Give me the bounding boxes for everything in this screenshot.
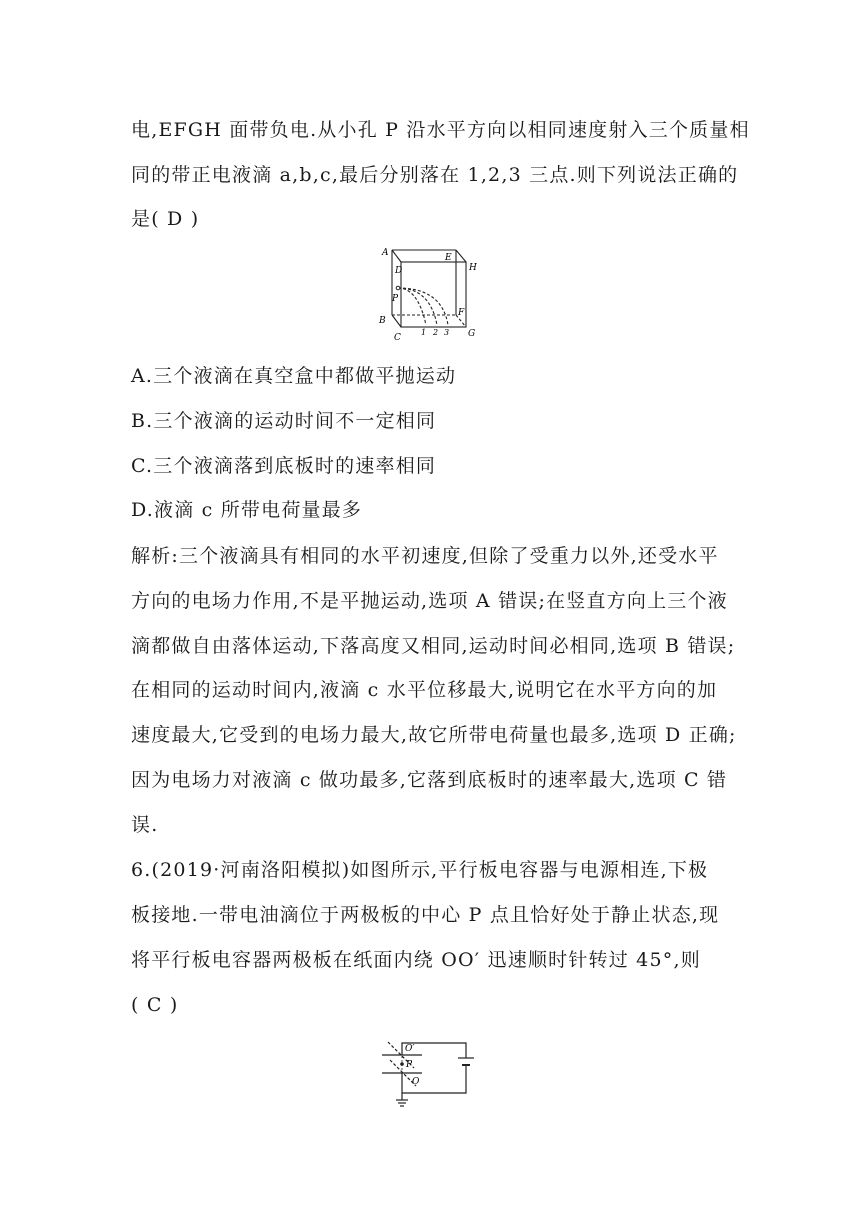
- analysis-line-4: 在相同的运动时间内,液滴 c 水平位移最大,说明它在水平方向的加: [131, 679, 718, 701]
- option-d: D.液滴 c 所带电荷量最多: [131, 499, 363, 521]
- box-label-f: F: [458, 308, 465, 318]
- option-b: B.三个液滴的运动时间不一定相同: [131, 410, 437, 432]
- landing-point-1: 1: [421, 328, 427, 337]
- question6-stem-line-1: 6.(2019·河南洛阳模拟)如图所示,平行板电容器与电源相连,下极: [131, 859, 709, 881]
- question6-stem-line-2: 板接地.一带电油滴位于两极板的中心 P 点且恰好处于静止状态,现: [131, 904, 720, 926]
- question5-stem-line-1: 电,EFGH 面带负电.从小孔 P 沿水平方向以相同速度射入三个质量相: [131, 119, 750, 141]
- circuit-label-o: O: [412, 1077, 420, 1087]
- analysis-line-6: 因为电场力对液滴 c 做功最多,它落到底板时的速率最大,选项 C 错: [131, 769, 728, 791]
- option-a: A.三个液滴在真空盒中都做平抛运动: [131, 365, 457, 387]
- vacuum-box-figure: [376, 244, 480, 346]
- analysis-line-3: 滴都做自由落体运动,下落高度又相同,运动时间必相同,选项 B 错误;: [131, 635, 736, 657]
- landing-point-2: 2: [433, 328, 439, 337]
- analysis-line-7: 误.: [131, 814, 159, 836]
- capacitor-circuit-figure: [378, 1038, 478, 1112]
- box-label-b: B: [379, 316, 386, 326]
- question6-answer-line: ( C ): [131, 994, 179, 1016]
- circuit-label-o-prime: O′: [405, 1044, 415, 1054]
- box-label-p: P: [392, 294, 399, 304]
- analysis-line-2: 方向的电场力作用,不是平抛运动,选项 A 错误;在竖直方向上三个液: [131, 590, 728, 612]
- box-label-a: A: [382, 248, 389, 258]
- question6-stem-line-3: 将平行板电容器两极板在纸面内绕 OO′ 迅速顺时针转过 45°,则: [131, 949, 701, 971]
- analysis-line-5: 速度最大,它受到的电场力最大,故它所带电荷量也最多,选项 D 正确;: [131, 724, 737, 746]
- box-label-d: D: [395, 266, 403, 276]
- box-label-c: C: [394, 333, 401, 343]
- circuit-label-p: P: [406, 1060, 413, 1070]
- landing-point-3: 3: [444, 328, 450, 337]
- analysis-line-1: 解析:三个液滴具有相同的水平初速度,但除了受重力以外,还受水平: [131, 545, 719, 567]
- box-label-h: H: [469, 263, 477, 273]
- option-c: C.三个液滴落到底板时的速率相同: [131, 455, 437, 477]
- box-label-g: G: [468, 329, 476, 339]
- question5-answer-line: 是( D ): [131, 208, 200, 230]
- box-label-e: E: [445, 253, 452, 263]
- question5-stem-line-2: 同的带正电液滴 a,b,c,最后分别落在 1,2,3 三点.则下列说法正确的: [131, 164, 739, 186]
